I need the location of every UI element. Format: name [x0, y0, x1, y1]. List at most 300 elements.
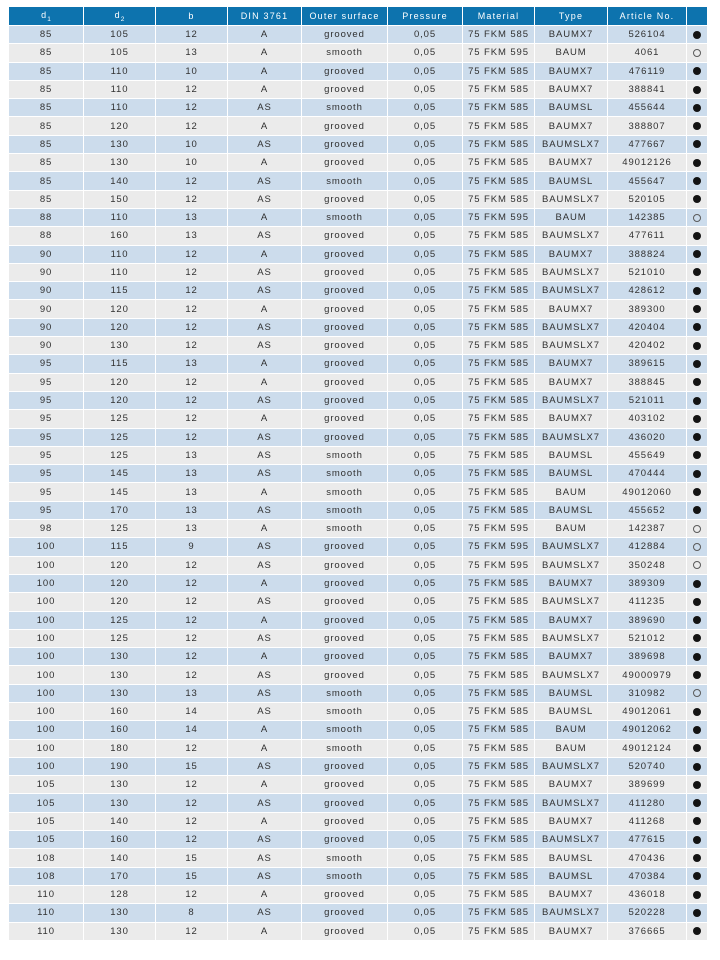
table-row	[9, 465, 707, 483]
open-circle-icon	[693, 214, 701, 222]
cell-b: 8	[156, 904, 228, 922]
cell-b: 15	[156, 849, 228, 867]
cell-pressure: 0,05	[388, 300, 463, 318]
cell-article-no: 49012060	[608, 483, 687, 501]
cell-article-no: 428612	[608, 282, 687, 300]
table-row	[9, 44, 707, 62]
cell-availability	[687, 392, 707, 410]
filled-circle-icon	[693, 268, 701, 276]
filled-circle-icon	[693, 634, 701, 642]
cell-material: 75 FKM 595	[463, 538, 535, 556]
cell-type: BAUMSL	[535, 703, 608, 721]
cell-article-no: 521010	[608, 264, 687, 282]
cell-din-3761: A	[228, 721, 302, 739]
cell-outer-surface: smooth	[302, 447, 388, 465]
cell-outer-surface: grooved	[302, 776, 388, 794]
filled-circle-icon	[693, 86, 701, 94]
filled-circle-icon	[693, 580, 701, 588]
cell-outer-surface: grooved	[302, 630, 388, 648]
cell-b: 12	[156, 886, 228, 904]
cell-material: 75 FKM 585	[463, 666, 535, 684]
cell-d1: 100	[9, 666, 84, 684]
cell-din-3761: AS	[228, 319, 302, 337]
cell-pressure: 0,05	[388, 740, 463, 758]
cell-din-3761: AS	[228, 429, 302, 447]
cell-material: 75 FKM 585	[463, 99, 535, 117]
cell-din-3761: AS	[228, 447, 302, 465]
cell-material: 75 FKM 585	[463, 300, 535, 318]
cell-material: 75 FKM 585	[463, 886, 535, 904]
cell-b: 14	[156, 721, 228, 739]
cell-outer-surface: smooth	[302, 520, 388, 538]
cell-d1: 95	[9, 483, 84, 501]
column-header-type: Type	[535, 7, 608, 26]
cell-b: 12	[156, 246, 228, 264]
cell-outer-surface: smooth	[302, 703, 388, 721]
cell-d1: 110	[9, 886, 84, 904]
cell-type: BAUMX7	[535, 63, 608, 81]
cell-outer-surface: grooved	[302, 63, 388, 81]
cell-b: 10	[156, 154, 228, 172]
cell-type: BAUMSLX7	[535, 666, 608, 684]
cell-d1: 85	[9, 44, 84, 62]
cell-d1: 85	[9, 191, 84, 209]
filled-circle-icon	[693, 744, 701, 752]
cell-b: 12	[156, 666, 228, 684]
cell-material: 75 FKM 585	[463, 794, 535, 812]
cell-article-no: 420402	[608, 337, 687, 355]
cell-din-3761: AS	[228, 172, 302, 190]
cell-type: BAUMSL	[535, 502, 608, 520]
cell-material: 75 FKM 585	[463, 264, 535, 282]
cell-d2: 128	[84, 886, 156, 904]
cell-material: 75 FKM 585	[463, 392, 535, 410]
cell-type: BAUMSLX7	[535, 337, 608, 355]
table-row	[9, 209, 707, 227]
table-row	[9, 282, 707, 300]
cell-din-3761: AS	[228, 227, 302, 245]
cell-outer-surface: smooth	[302, 685, 388, 703]
cell-material: 75 FKM 585	[463, 776, 535, 794]
cell-type: BAUMX7	[535, 81, 608, 99]
cell-d1: 105	[9, 776, 84, 794]
column-header-subscript: 2	[120, 15, 125, 23]
cell-availability	[687, 740, 707, 758]
cell-d2: 130	[84, 904, 156, 922]
cell-pressure: 0,05	[388, 63, 463, 81]
cell-availability	[687, 648, 707, 666]
cell-b: 12	[156, 117, 228, 135]
cell-material: 75 FKM 595	[463, 209, 535, 227]
table-row	[9, 26, 707, 44]
cell-outer-surface: grooved	[302, 300, 388, 318]
table-row	[9, 502, 707, 520]
cell-material: 75 FKM 585	[463, 612, 535, 630]
cell-availability	[687, 868, 707, 886]
table-row	[9, 721, 707, 739]
table-row	[9, 831, 707, 849]
cell-article-no: 477611	[608, 227, 687, 245]
cell-material: 75 FKM 595	[463, 557, 535, 575]
cell-d1: 90	[9, 246, 84, 264]
cell-d1: 100	[9, 575, 84, 593]
cell-article-no: 455652	[608, 502, 687, 520]
cell-d1: 100	[9, 721, 84, 739]
cell-material: 75 FKM 585	[463, 849, 535, 867]
cell-pressure: 0,05	[388, 465, 463, 483]
cell-type: BAUMSLX7	[535, 557, 608, 575]
cell-pressure: 0,05	[388, 776, 463, 794]
cell-article-no: 477667	[608, 136, 687, 154]
cell-d2: 170	[84, 868, 156, 886]
cell-outer-surface: grooved	[302, 758, 388, 776]
cell-din-3761: AS	[228, 868, 302, 886]
cell-availability	[687, 666, 707, 684]
filled-circle-icon	[693, 726, 701, 734]
cell-availability	[687, 227, 707, 245]
filled-circle-icon	[693, 872, 701, 880]
cell-availability	[687, 685, 707, 703]
cell-b: 12	[156, 612, 228, 630]
cell-outer-surface: grooved	[302, 154, 388, 172]
cell-d2: 140	[84, 813, 156, 831]
cell-din-3761: AS	[228, 593, 302, 611]
cell-material: 75 FKM 585	[463, 246, 535, 264]
cell-d2: 120	[84, 319, 156, 337]
cell-article-no: 470384	[608, 868, 687, 886]
cell-d2: 160	[84, 703, 156, 721]
cell-type: BAUMSL	[535, 849, 608, 867]
cell-d1: 100	[9, 612, 84, 630]
cell-article-no: 49012124	[608, 740, 687, 758]
table-row	[9, 612, 707, 630]
cell-type: BAUMSLX7	[535, 593, 608, 611]
cell-b: 13	[156, 447, 228, 465]
filled-circle-icon	[693, 31, 701, 39]
table-row	[9, 81, 707, 99]
cell-material: 75 FKM 585	[463, 868, 535, 886]
cell-type: BAUMX7	[535, 612, 608, 630]
filled-circle-icon	[693, 323, 701, 331]
cell-type: BAUMSL	[535, 465, 608, 483]
table-row	[9, 246, 707, 264]
cell-din-3761: AS	[228, 685, 302, 703]
column-header-d1: $d_1$	[9, 7, 84, 26]
filled-circle-icon	[693, 891, 701, 899]
cell-material: 75 FKM 585	[463, 191, 535, 209]
cell-pressure: 0,05	[388, 868, 463, 886]
cell-availability	[687, 703, 707, 721]
cell-b: 10	[156, 63, 228, 81]
cell-outer-surface: smooth	[302, 721, 388, 739]
filled-circle-icon	[693, 177, 701, 185]
cell-material: 75 FKM 585	[463, 355, 535, 373]
cell-material: 75 FKM 585	[463, 117, 535, 135]
cell-pressure: 0,05	[388, 282, 463, 300]
filled-circle-icon	[693, 799, 701, 807]
cell-material: 75 FKM 585	[463, 410, 535, 428]
filled-circle-icon	[693, 909, 701, 917]
table-header	[9, 7, 707, 26]
cell-d1: 85	[9, 63, 84, 81]
filled-circle-icon	[693, 708, 701, 716]
cell-availability	[687, 374, 707, 392]
cell-b: 12	[156, 99, 228, 117]
cell-din-3761: A	[228, 81, 302, 99]
cell-outer-surface: grooved	[302, 282, 388, 300]
cell-outer-surface: grooved	[302, 575, 388, 593]
cell-pressure: 0,05	[388, 813, 463, 831]
filled-circle-icon	[693, 433, 701, 441]
cell-d1: 95	[9, 374, 84, 392]
cell-article-no: 389698	[608, 648, 687, 666]
cell-d2: 120	[84, 374, 156, 392]
cell-outer-surface: grooved	[302, 429, 388, 447]
cell-d2: 110	[84, 81, 156, 99]
cell-type: BAUMSLX7	[535, 191, 608, 209]
cell-material: 75 FKM 585	[463, 63, 535, 81]
cell-pressure: 0,05	[388, 612, 463, 630]
cell-pressure: 0,05	[388, 410, 463, 428]
cell-d2: 120	[84, 392, 156, 410]
table-row	[9, 136, 707, 154]
cell-pressure: 0,05	[388, 520, 463, 538]
cell-d1: 95	[9, 410, 84, 428]
cell-pressure: 0,05	[388, 758, 463, 776]
cell-d2: 145	[84, 465, 156, 483]
cell-availability	[687, 794, 707, 812]
cell-material: 75 FKM 585	[463, 593, 535, 611]
cell-din-3761: AS	[228, 136, 302, 154]
cell-pressure: 0,05	[388, 904, 463, 922]
cell-type: BAUMSLX7	[535, 319, 608, 337]
cell-outer-surface: grooved	[302, 392, 388, 410]
cell-availability	[687, 575, 707, 593]
cell-b: 12	[156, 923, 228, 941]
cell-d2: 180	[84, 740, 156, 758]
cell-outer-surface: smooth	[302, 465, 388, 483]
cell-d1: 85	[9, 172, 84, 190]
cell-d1: 90	[9, 300, 84, 318]
cell-availability	[687, 593, 707, 611]
cell-article-no: 403102	[608, 410, 687, 428]
cell-pressure: 0,05	[388, 666, 463, 684]
cell-article-no: 376665	[608, 923, 687, 941]
table-row	[9, 758, 707, 776]
cell-type: BAUMX7	[535, 813, 608, 831]
column-header-article-no: Article No.	[608, 7, 687, 26]
cell-availability	[687, 209, 707, 227]
cell-b: 14	[156, 703, 228, 721]
cell-din-3761: AS	[228, 831, 302, 849]
cell-d1: 100	[9, 538, 84, 556]
cell-type: BAUMX7	[535, 648, 608, 666]
cell-d2: 120	[84, 593, 156, 611]
cell-outer-surface: grooved	[302, 191, 388, 209]
cell-d1: 105	[9, 794, 84, 812]
column-header-d2: $d_2$	[84, 7, 156, 26]
cell-article-no: 389309	[608, 575, 687, 593]
table-row	[9, 355, 707, 373]
cell-b: 15	[156, 758, 228, 776]
cell-d1: 85	[9, 136, 84, 154]
cell-pressure: 0,05	[388, 557, 463, 575]
filled-circle-icon	[693, 305, 701, 313]
cell-type: BAUMX7	[535, 117, 608, 135]
cell-d1: 95	[9, 465, 84, 483]
cell-article-no: 470436	[608, 849, 687, 867]
cell-material: 75 FKM 585	[463, 81, 535, 99]
table-row	[9, 191, 707, 209]
cell-din-3761: AS	[228, 904, 302, 922]
filled-circle-icon	[693, 104, 701, 112]
cell-outer-surface: smooth	[302, 740, 388, 758]
cell-d1: 95	[9, 392, 84, 410]
cell-b: 12	[156, 794, 228, 812]
cell-material: 75 FKM 585	[463, 26, 535, 44]
cell-material: 75 FKM 585	[463, 758, 535, 776]
cell-d2: 125	[84, 429, 156, 447]
cell-din-3761: A	[228, 355, 302, 373]
cell-availability	[687, 26, 707, 44]
table-row	[9, 886, 707, 904]
table-row	[9, 520, 707, 538]
cell-type: BAUM	[535, 209, 608, 227]
cell-d2: 130	[84, 666, 156, 684]
cell-material: 75 FKM 585	[463, 337, 535, 355]
filled-circle-icon	[693, 397, 701, 405]
table-row	[9, 703, 707, 721]
table-row	[9, 593, 707, 611]
cell-d1: 100	[9, 703, 84, 721]
cell-din-3761: AS	[228, 392, 302, 410]
cell-article-no: 389615	[608, 355, 687, 373]
cell-d2: 170	[84, 502, 156, 520]
cell-article-no: 436018	[608, 886, 687, 904]
table-row	[9, 868, 707, 886]
cell-d1: 90	[9, 264, 84, 282]
cell-article-no: 4061	[608, 44, 687, 62]
cell-b: 12	[156, 740, 228, 758]
cell-outer-surface: smooth	[302, 849, 388, 867]
cell-d1: 100	[9, 593, 84, 611]
cell-article-no: 526104	[608, 26, 687, 44]
cell-pressure: 0,05	[388, 831, 463, 849]
table-row	[9, 154, 707, 172]
table-row	[9, 538, 707, 556]
table-row	[9, 557, 707, 575]
cell-din-3761: AS	[228, 794, 302, 812]
cell-b: 12	[156, 429, 228, 447]
filled-circle-icon	[693, 470, 701, 478]
cell-outer-surface: grooved	[302, 612, 388, 630]
cell-pressure: 0,05	[388, 44, 463, 62]
cell-type: BAUMSLX7	[535, 630, 608, 648]
cell-material: 75 FKM 585	[463, 831, 535, 849]
cell-article-no: 520105	[608, 191, 687, 209]
cell-d2: 130	[84, 154, 156, 172]
cell-outer-surface: grooved	[302, 117, 388, 135]
cell-material: 75 FKM 585	[463, 630, 535, 648]
cell-d2: 110	[84, 209, 156, 227]
cell-outer-surface: grooved	[302, 26, 388, 44]
cell-din-3761: AS	[228, 758, 302, 776]
cell-outer-surface: grooved	[302, 794, 388, 812]
open-circle-icon	[693, 689, 701, 697]
cell-pressure: 0,05	[388, 483, 463, 501]
cell-type: BAUM	[535, 483, 608, 501]
cell-material: 75 FKM 585	[463, 904, 535, 922]
cell-b: 9	[156, 538, 228, 556]
cell-b: 12	[156, 81, 228, 99]
cell-din-3761: A	[228, 44, 302, 62]
cell-d1: 100	[9, 648, 84, 666]
table-row	[9, 410, 707, 428]
table-row	[9, 374, 707, 392]
open-circle-icon	[693, 543, 701, 551]
cell-type: BAUMX7	[535, 300, 608, 318]
cell-d1: 90	[9, 282, 84, 300]
cell-outer-surface: smooth	[302, 172, 388, 190]
cell-outer-surface: grooved	[302, 136, 388, 154]
filled-circle-icon	[693, 854, 701, 862]
cell-b: 13	[156, 227, 228, 245]
cell-din-3761: A	[228, 26, 302, 44]
cell-availability	[687, 63, 707, 81]
table-row	[9, 813, 707, 831]
cell-availability	[687, 429, 707, 447]
filled-circle-icon	[693, 616, 701, 624]
cell-type: BAUMSLX7	[535, 392, 608, 410]
cell-availability	[687, 117, 707, 135]
cell-article-no: 49000979	[608, 666, 687, 684]
cell-material: 75 FKM 585	[463, 154, 535, 172]
cell-material: 75 FKM 585	[463, 136, 535, 154]
cell-article-no: 470444	[608, 465, 687, 483]
table-row	[9, 337, 707, 355]
cell-b: 12	[156, 300, 228, 318]
cell-outer-surface: grooved	[302, 904, 388, 922]
cell-type: BAUM	[535, 520, 608, 538]
cell-outer-surface: grooved	[302, 264, 388, 282]
cell-din-3761: A	[228, 154, 302, 172]
cell-pressure: 0,05	[388, 191, 463, 209]
cell-pressure: 0,05	[388, 355, 463, 373]
cell-din-3761: A	[228, 886, 302, 904]
cell-type: BAUMX7	[535, 575, 608, 593]
cell-d2: 115	[84, 282, 156, 300]
cell-type: BAUMX7	[535, 154, 608, 172]
cell-pressure: 0,05	[388, 81, 463, 99]
cell-d1: 110	[9, 904, 84, 922]
cell-article-no: 389300	[608, 300, 687, 318]
column-header-din-3761: DIN 3761	[228, 7, 302, 26]
cell-d1: 100	[9, 557, 84, 575]
product-table-container	[9, 7, 707, 941]
cell-outer-surface: grooved	[302, 923, 388, 941]
column-header-availability	[687, 7, 707, 26]
cell-outer-surface: grooved	[302, 319, 388, 337]
cell-outer-surface: smooth	[302, 868, 388, 886]
cell-b: 12	[156, 593, 228, 611]
cell-outer-surface: smooth	[302, 209, 388, 227]
cell-article-no: 521011	[608, 392, 687, 410]
cell-d2: 145	[84, 483, 156, 501]
cell-din-3761: AS	[228, 337, 302, 355]
cell-b: 12	[156, 191, 228, 209]
cell-d1: 95	[9, 355, 84, 373]
cell-article-no: 455649	[608, 447, 687, 465]
